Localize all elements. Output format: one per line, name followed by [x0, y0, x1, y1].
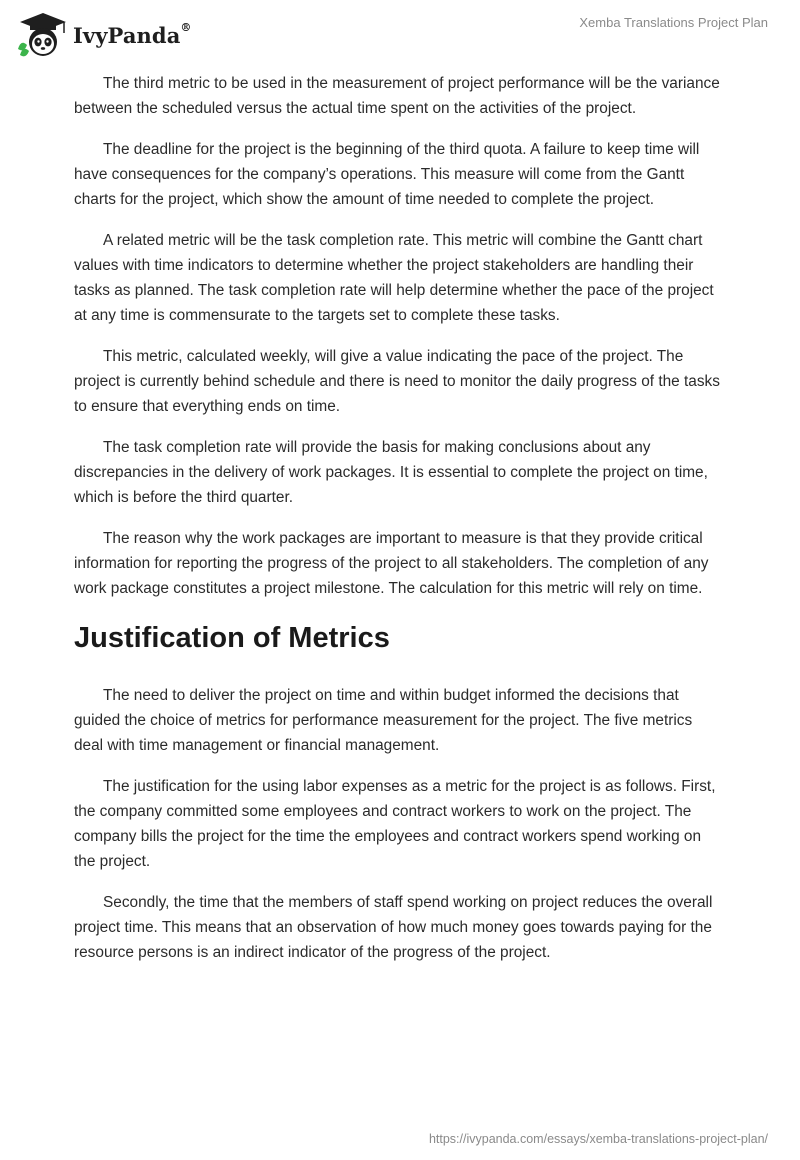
paragraph: The deadline for the project is the beginning of the third quota. A failure to keep time will have consequences for the company’s operations. This measure will come from the Gantt charts for the project, which show the amount of time needed to complete the project.	[74, 141, 700, 208]
page-header	[0, 0, 800, 60]
paragraph: The third metric to be used in the measurement of project performance will be the variance between the scheduled versus the actual time spent on the activities of the project.	[74, 75, 720, 117]
essay-body	[74, 71, 724, 981]
panda-logo-icon	[14, 9, 70, 59]
paragraph: The justification for the using labor expenses as a metric for the project is as follows. First, the company committed some employees and contract workers to work on the project. The company bills the project for the time the employees and contract workers spend working on the project.	[74, 778, 716, 870]
brand-logo[interactable]	[14, 9, 192, 59]
paragraph: A related metric will be the task completion rate. This metric will combine the Gantt chart values with time indicators to determine whether the project stakeholders are handling their tasks as planned. The task completion rate will help determine whether the pace of the project at any time is commensurate to the targets set to complete these tasks.	[74, 232, 714, 324]
section-heading: Justification of Metrics	[74, 622, 390, 654]
paragraph: Secondly, the time that the members of staff spend working on project reduces the overall project time. This means that an observation of how much money goes towards paying for the resource persons is an indirect indicator of the progress of the project.	[74, 894, 713, 961]
source-url[interactable]: https://ivypanda.com/essays/xemba-translations-project-plan/	[428, 1132, 768, 1146]
brand-name: IvyPanda®	[73, 20, 192, 48]
paragraph: The task completion rate will provide the basis for making conclusions about any discrepancies in the delivery of work packages. It is essential to complete the project on time, which is before the third quarter.	[74, 439, 708, 506]
paragraph: This metric, calculated weekly, will give a value indicating the pace of the project. The project is currently behind schedule and there is need to monitor the daily progress of the tasks to ensure that everything ends on time.	[74, 348, 720, 415]
paragraph: The reason why the work packages are important to measure is that they provide critical information for reporting the progress of the project to all stakeholders. The completion of any work package constitutes a project milestone. The calculation for this metric will rely on time.	[74, 530, 709, 597]
registered-mark: ®	[180, 20, 192, 34]
paragraph: The need to deliver the project on time and within budget informed the decisions that guided the choice of metrics for performance measurement for the project. The five metrics deal with time management or financial management.	[74, 687, 693, 754]
document-title: Xemba Translations Project Plan	[579, 15, 768, 30]
